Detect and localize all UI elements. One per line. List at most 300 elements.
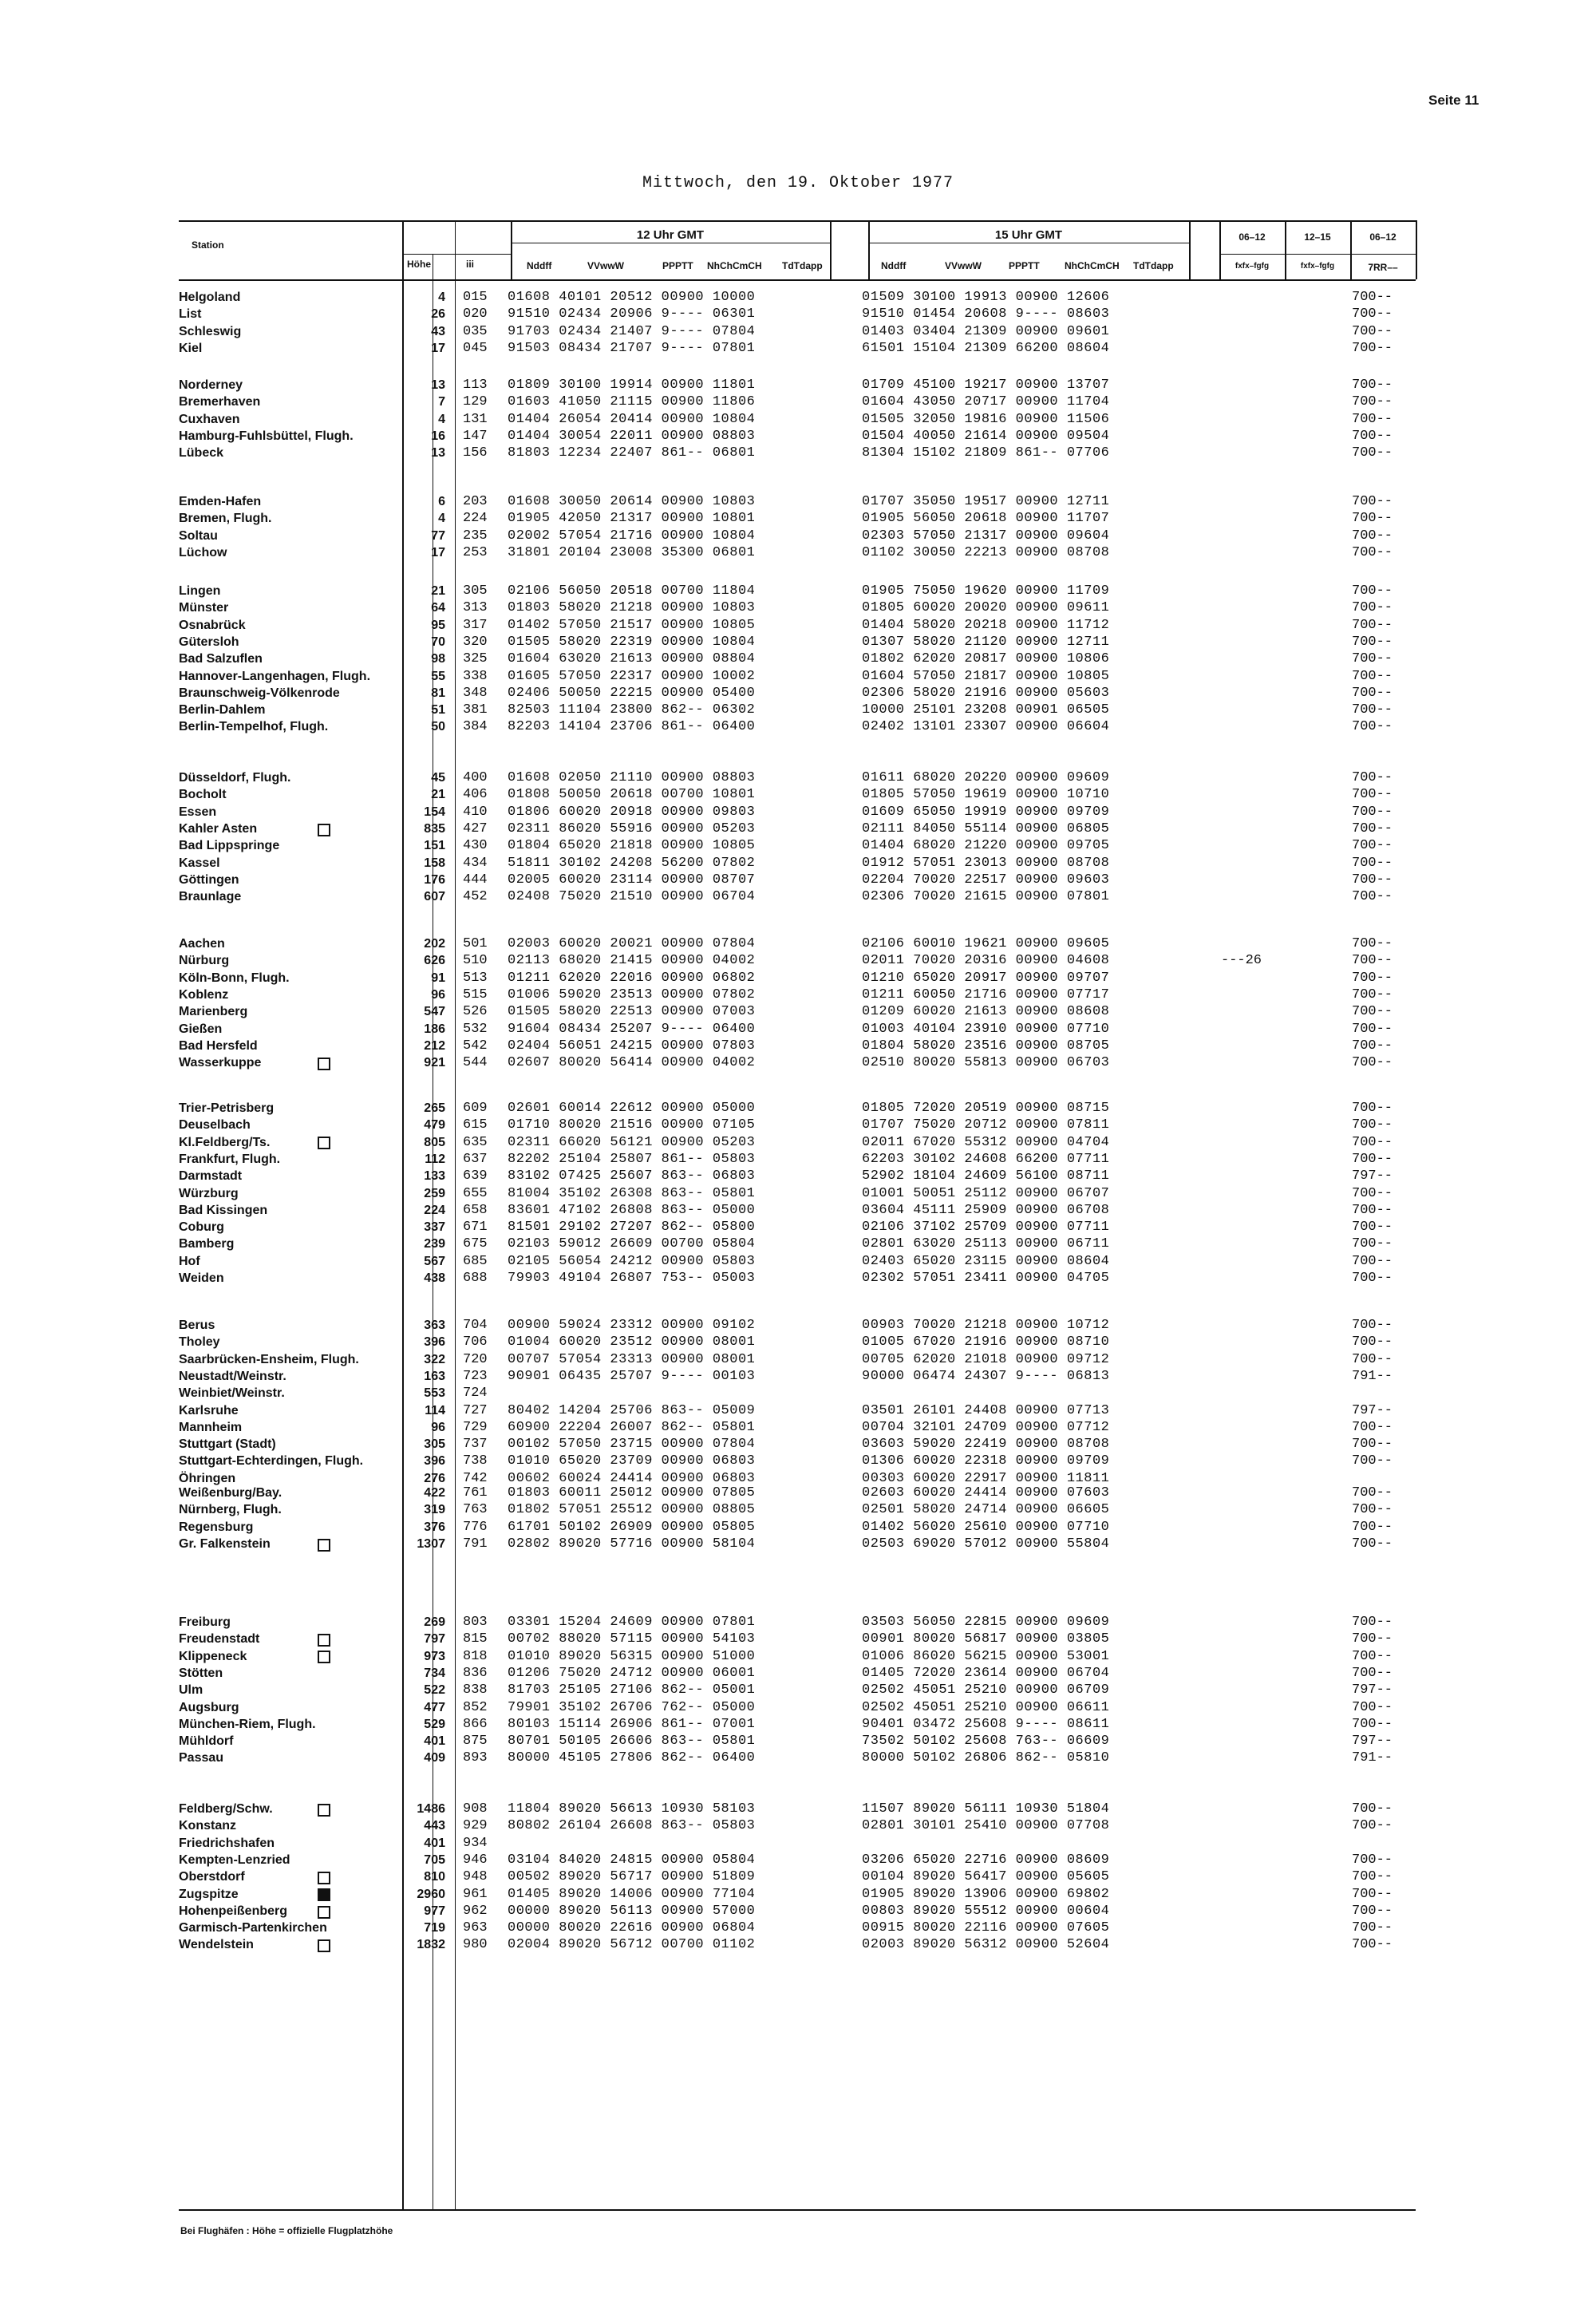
station-iii: 515 xyxy=(463,986,488,1002)
station-name: Hannover-Langenhagen, Flugh. xyxy=(179,669,371,683)
station-iii: 866 xyxy=(463,1716,488,1732)
station-iii: 444 xyxy=(463,872,488,888)
obs-15-gmt: 02302 57051 23411 00900 04705 xyxy=(862,1271,1110,1286)
station-hoehe: 409 xyxy=(424,1751,445,1765)
station-name: Karlsruhe xyxy=(179,1403,239,1417)
station-iii: 893 xyxy=(463,1750,488,1766)
obs-15-gmt: 00915 80020 22116 00900 07605 xyxy=(862,1920,1110,1936)
station-iii: 723 xyxy=(463,1368,488,1384)
rain-06-12: 700-- xyxy=(1352,1271,1393,1286)
station-iii: 729 xyxy=(463,1419,488,1435)
station-hoehe: 17 xyxy=(431,341,445,355)
obs-12-gmt: 02311 86020 55916 00900 05203 xyxy=(508,820,756,836)
obs-12-gmt: 02005 60020 23114 00900 08707 xyxy=(508,872,756,888)
station-iii: 305 xyxy=(463,583,488,599)
station-hoehe: 1832 xyxy=(417,1938,445,1952)
station-hoehe: 239 xyxy=(424,1237,445,1251)
obs-15-gmt: 02603 60020 24414 00900 07603 xyxy=(862,1485,1110,1500)
station-hoehe: 96 xyxy=(431,1420,445,1434)
gust-06-12: ---26 xyxy=(1221,953,1262,969)
station-iii: 113 xyxy=(463,378,488,393)
station-iii: 381 xyxy=(463,702,488,718)
station-iii: 763 xyxy=(463,1502,488,1518)
obs-15-gmt: 02106 37102 25709 00900 07711 xyxy=(862,1220,1110,1236)
station-name: Lingen xyxy=(179,584,221,598)
station-iii: 609 xyxy=(463,1101,488,1116)
obs-12-gmt: 02802 89020 57716 00900 58104 xyxy=(508,1536,756,1552)
obs-12-gmt: 03301 15204 24609 00900 07801 xyxy=(508,1615,756,1630)
header-hoehe: Höhe xyxy=(407,259,431,270)
obs-15-gmt: 00104 89020 56417 00900 05605 xyxy=(862,1869,1110,1885)
station-iii: 131 xyxy=(463,411,488,427)
obs-15-gmt: 02011 70020 20316 00900 04608 xyxy=(862,953,1110,969)
station-name: Hof xyxy=(179,1254,200,1268)
station-hoehe: 259 xyxy=(424,1186,445,1200)
station-hoehe: 805 xyxy=(424,1135,445,1149)
rain-06-12: 700-- xyxy=(1352,970,1393,986)
station-name: Weißenburg/Bay. xyxy=(179,1486,282,1500)
obs-15-gmt: 02502 45051 25210 00900 06611 xyxy=(862,1699,1110,1715)
station-name: Frankfurt, Flugh. xyxy=(179,1152,281,1166)
obs-12-gmt: 01004 60020 23512 00900 08001 xyxy=(508,1334,756,1350)
station-hoehe: 133 xyxy=(424,1169,445,1184)
station-name: Kahler Asten xyxy=(179,821,258,836)
obs-15-gmt: 01006 86020 56215 00900 53001 xyxy=(862,1648,1110,1664)
period-subrule xyxy=(1219,254,1416,255)
station-hoehe: 269 xyxy=(424,1615,445,1629)
obs-12-gmt: 01802 57051 25512 00900 08805 xyxy=(508,1502,756,1518)
station-iii: 156 xyxy=(463,445,488,461)
station-iii: 962 xyxy=(463,1903,488,1919)
rain-06-12: 700-- xyxy=(1352,290,1393,305)
obs-12-gmt: 01803 58020 21218 00900 10803 xyxy=(508,600,756,616)
obs-12-gmt: 01010 89020 56315 00900 51000 xyxy=(508,1648,756,1664)
station-name: Friedrichshafen xyxy=(179,1836,275,1850)
station-name: Wendelstein xyxy=(179,1938,254,1952)
obs-12-gmt: 81501 29102 27207 862-- 05800 xyxy=(508,1220,756,1236)
station-name: Gütersloh xyxy=(179,635,239,649)
station-name: Münster xyxy=(179,601,229,615)
square-icon xyxy=(318,1906,330,1919)
rain-06-12: 700-- xyxy=(1352,953,1393,969)
station-hoehe: 719 xyxy=(424,1921,445,1935)
obs-15-gmt: 01611 68020 20220 00900 09609 xyxy=(862,770,1110,785)
obs-15-gmt: 03206 65020 22716 00900 08609 xyxy=(862,1852,1110,1868)
obs-15-gmt: 81304 15102 21809 861-- 07706 xyxy=(862,445,1110,461)
obs-15-gmt: 02502 45051 25210 00900 06709 xyxy=(862,1682,1110,1698)
obs-15-gmt: 01905 56050 20618 00900 11707 xyxy=(862,511,1110,527)
obs-15-gmt: 02306 58020 21916 00900 05603 xyxy=(862,685,1110,701)
rain-06-12: 700-- xyxy=(1352,617,1393,633)
station-hoehe: 401 xyxy=(424,1836,445,1850)
rain-06-12: 700-- xyxy=(1352,528,1393,544)
station-iii: 526 xyxy=(463,1004,488,1020)
obs-15-gmt: 01005 67020 21916 00900 08710 xyxy=(862,1334,1110,1350)
rain-06-12: 700-- xyxy=(1352,1151,1393,1167)
obs-12-gmt: 02404 56051 24215 00900 07803 xyxy=(508,1038,756,1054)
station-hoehe: 319 xyxy=(424,1503,445,1517)
station-iii: 803 xyxy=(463,1615,488,1630)
rain-06-12: 700-- xyxy=(1352,394,1393,410)
header-ff-2: fxfx–fgfg xyxy=(1300,262,1335,271)
obs-12-gmt: 01010 65020 23709 00900 06803 xyxy=(508,1453,756,1469)
station-hoehe: 705 xyxy=(424,1852,445,1867)
rain-06-12: 700-- xyxy=(1352,583,1393,599)
col-divider-15-right xyxy=(1189,220,1191,279)
station-iii: 776 xyxy=(463,1519,488,1535)
station-name: Zugspitze xyxy=(179,1887,239,1901)
obs-12-gmt: 01804 65020 21818 00900 10805 xyxy=(508,838,756,854)
station-name: List xyxy=(179,307,202,322)
obs-15-gmt: 01509 30100 19913 00900 12606 xyxy=(862,290,1110,305)
station-name: Saarbrücken-Ensheim, Flugh. xyxy=(179,1352,359,1366)
station-name: Hohenpeißenberg xyxy=(179,1904,288,1918)
station-name: Ulm xyxy=(179,1683,203,1698)
obs-12-gmt: 01505 58020 22319 00900 10804 xyxy=(508,634,756,650)
rain-06-12: 700-- xyxy=(1352,1818,1393,1834)
obs-15-gmt: 02011 67020 55312 00900 04704 xyxy=(862,1134,1110,1150)
station-hoehe: 921 xyxy=(424,1056,445,1070)
station-name: Trier-Petrisberg xyxy=(179,1101,275,1115)
station-marker-box xyxy=(318,1905,330,1920)
obs-15-gmt: 01402 56020 25610 00900 07710 xyxy=(862,1519,1110,1535)
station-hoehe: 477 xyxy=(424,1700,445,1714)
station-hoehe: 13 xyxy=(431,446,445,461)
obs-15-gmt: 01211 60050 21716 00900 07717 xyxy=(862,986,1110,1002)
rain-06-12: 797-- xyxy=(1352,1734,1393,1750)
obs-12-gmt: 01608 40101 20512 00900 10000 xyxy=(508,290,756,305)
station-name: Coburg xyxy=(179,1220,224,1235)
station-hoehe: 1486 xyxy=(417,1802,445,1816)
station-name: Passau xyxy=(179,1751,224,1765)
obs-15-gmt: 02003 89020 56312 00900 52604 xyxy=(862,1937,1110,1953)
obs-12-gmt: 00702 88020 57115 00900 54103 xyxy=(508,1631,756,1647)
obs-12-gmt: 80701 50105 26606 863-- 05801 xyxy=(508,1734,756,1750)
station-name: München-Riem, Flugh. xyxy=(179,1717,316,1731)
station-hoehe: 50 xyxy=(431,720,445,734)
col-divider-12-right xyxy=(830,220,832,279)
station-hoehe: 6 xyxy=(438,495,445,508)
station-iii: 875 xyxy=(463,1734,488,1750)
obs-12-gmt: 01605 57050 22317 00900 10002 xyxy=(508,668,756,684)
station-iii: 348 xyxy=(463,685,488,701)
station-hoehe: 95 xyxy=(431,618,445,632)
rain-06-12: 700-- xyxy=(1352,600,1393,616)
station-hoehe: 479 xyxy=(424,1118,445,1133)
obs-12-gmt: 03104 84020 24815 00900 05804 xyxy=(508,1852,756,1868)
station-iii: 706 xyxy=(463,1334,488,1350)
station-hoehe: 224 xyxy=(424,1203,445,1217)
rain-06-12: 700-- xyxy=(1352,1536,1393,1552)
obs-15-gmt: 80000 50102 26806 862-- 05810 xyxy=(862,1750,1110,1766)
station-hoehe: 2960 xyxy=(417,1887,445,1901)
obs-12-gmt: 01404 30054 22011 00900 08803 xyxy=(508,428,756,444)
header-nddff-15: Nddff xyxy=(881,260,907,271)
station-hoehe: 7 xyxy=(438,395,445,409)
obs-15-gmt: 01001 50051 25112 00900 06707 xyxy=(862,1185,1110,1201)
obs-12-gmt: 61701 50102 26909 00900 05805 xyxy=(508,1519,756,1535)
rain-06-12: 700-- xyxy=(1352,544,1393,560)
rain-06-12: 700-- xyxy=(1352,1419,1393,1435)
obs-15-gmt: 00903 70020 21218 00900 10712 xyxy=(862,1318,1110,1333)
rain-06-12: 797-- xyxy=(1352,1402,1393,1418)
rain-06-12: 791-- xyxy=(1352,1368,1393,1384)
station-name: Kl.Feldberg/Ts. xyxy=(179,1135,271,1149)
obs-15-gmt: 01403 03404 21309 00900 09601 xyxy=(862,323,1110,339)
station-marker-box xyxy=(318,1871,330,1885)
station-iii: 961 xyxy=(463,1886,488,1902)
obs-12-gmt: 02311 66020 56121 00900 05203 xyxy=(508,1134,756,1150)
obs-15-gmt: 03501 26101 24408 00900 07713 xyxy=(862,1402,1110,1418)
obs-15-gmt: 01209 60020 21613 00900 08608 xyxy=(862,1004,1110,1020)
station-iii: 675 xyxy=(463,1236,488,1252)
rain-06-12: 700-- xyxy=(1352,651,1393,667)
station-hoehe: 96 xyxy=(431,987,445,1002)
obs-15-gmt: 00705 62020 21018 00900 09712 xyxy=(862,1351,1110,1367)
station-name: Aachen xyxy=(179,937,225,951)
station-iii: 980 xyxy=(463,1937,488,1953)
station-name: Bad Lippspringe xyxy=(179,839,280,853)
obs-15-gmt: 02403 65020 23115 00900 08604 xyxy=(862,1253,1110,1269)
station-iii: 253 xyxy=(463,544,488,560)
station-iii: 836 xyxy=(463,1665,488,1681)
station-name: Garmisch-Partenkirchen xyxy=(179,1921,327,1935)
station-hoehe: 396 xyxy=(424,1335,445,1350)
station-name: Tholey xyxy=(179,1335,220,1350)
station-marker-box xyxy=(318,1137,330,1151)
square-icon xyxy=(318,1634,330,1647)
station-name: Osnabrück xyxy=(179,618,246,632)
rain-06-12: 700-- xyxy=(1352,702,1393,718)
station-iii: 929 xyxy=(463,1818,488,1834)
station-iii: 224 xyxy=(463,511,488,527)
obs-12-gmt: 02105 56054 24212 00900 05803 xyxy=(508,1253,756,1269)
rain-06-12: 700-- xyxy=(1352,1236,1393,1252)
obs-12-gmt: 01803 60011 25012 00900 07805 xyxy=(508,1485,756,1500)
station-name: Bremen, Flugh. xyxy=(179,512,272,526)
obs-12-gmt: 79901 35102 26706 762-- 05000 xyxy=(508,1699,756,1715)
station-iii: 946 xyxy=(463,1852,488,1868)
obs-12-gmt: 01404 26054 20414 00900 10804 xyxy=(508,411,756,427)
station-iii: 671 xyxy=(463,1220,488,1236)
square-icon xyxy=(318,1804,330,1817)
station-iii: 724 xyxy=(463,1386,488,1402)
station-name: Mannheim xyxy=(179,1420,243,1434)
station-name: Essen xyxy=(179,805,217,819)
table-header-rule xyxy=(179,279,1416,281)
rain-06-12: 797-- xyxy=(1352,1682,1393,1698)
rain-06-12: 700-- xyxy=(1352,1134,1393,1150)
obs-12-gmt: 51811 30102 24208 56200 07802 xyxy=(508,855,756,871)
rain-06-12: 700-- xyxy=(1352,1021,1393,1037)
station-iii: 815 xyxy=(463,1631,488,1647)
obs-12-gmt: 01806 60020 20918 00900 09803 xyxy=(508,804,756,820)
station-name: Wasserkuppe xyxy=(179,1056,262,1070)
station-hoehe: 4 xyxy=(438,291,445,304)
station-iii: 510 xyxy=(463,953,488,969)
station-name: Göttingen xyxy=(179,872,239,887)
obs-12-gmt: 02406 50050 22215 00900 05400 xyxy=(508,685,756,701)
square-icon xyxy=(318,1137,330,1149)
obs-12-gmt: 02002 57054 21716 00900 10804 xyxy=(508,528,756,544)
station-name: Hamburg-Fuhlsbüttel, Flugh. xyxy=(179,429,354,443)
station-iii: 434 xyxy=(463,855,488,871)
station-iii: 410 xyxy=(463,804,488,820)
rain-06-12: 700-- xyxy=(1352,1253,1393,1269)
obs-12-gmt: 01211 62020 22016 00900 06802 xyxy=(508,970,756,986)
station-iii: 427 xyxy=(463,820,488,836)
station-name: Öhringen xyxy=(179,1471,236,1485)
station-hoehe: 734 xyxy=(424,1666,445,1680)
station-hoehe: 305 xyxy=(424,1437,445,1452)
rain-06-12: 700-- xyxy=(1352,1318,1393,1333)
station-name: Lübeck xyxy=(179,446,224,461)
station-hoehe: 797 xyxy=(424,1632,445,1647)
obs-15-gmt: 01709 45100 19217 00900 13707 xyxy=(862,378,1110,393)
rain-06-12: 700-- xyxy=(1352,634,1393,650)
station-hoehe: 1307 xyxy=(417,1536,445,1551)
obs-15-gmt: 01307 58020 21120 00900 12711 xyxy=(862,634,1110,650)
station-iii: 325 xyxy=(463,651,488,667)
rain-06-12: 700-- xyxy=(1352,787,1393,803)
rain-06-12: 700-- xyxy=(1352,511,1393,527)
station-name: Nürnberg, Flugh. xyxy=(179,1503,282,1517)
station-iii: 720 xyxy=(463,1351,488,1367)
obs-12-gmt: 01809 30100 19914 00900 11801 xyxy=(508,378,756,393)
header-iii: iii xyxy=(466,259,475,270)
header-vvwww-15: VVwwW xyxy=(945,260,982,271)
rain-06-12: 700-- xyxy=(1352,306,1393,322)
station-iii: 203 xyxy=(463,494,488,509)
obs-15-gmt: 11507 89020 56111 10930 51804 xyxy=(862,1801,1110,1817)
obs-12-gmt: 80000 45105 27806 862-- 06400 xyxy=(508,1750,756,1766)
obs-12-gmt: 90901 06435 25707 9---- 00103 xyxy=(508,1368,756,1384)
station-name: Norderney xyxy=(179,378,243,392)
rain-06-12: 700-- xyxy=(1352,1351,1393,1367)
station-name: Braunschweig-Völkenrode xyxy=(179,686,340,700)
station-hoehe: 567 xyxy=(424,1254,445,1268)
obs-12-gmt: 80802 26104 26608 863-- 05803 xyxy=(508,1818,756,1834)
obs-12-gmt: 79903 49104 26807 753-- 05003 xyxy=(508,1271,756,1286)
header-period-0612: 06–12 xyxy=(1238,231,1266,243)
station-hoehe: 77 xyxy=(431,528,445,543)
station-iii: 658 xyxy=(463,1202,488,1218)
obs-15-gmt: 00901 80020 56817 00900 03805 xyxy=(862,1631,1110,1647)
rain-06-12: 700-- xyxy=(1352,986,1393,1002)
obs-12-gmt: 81803 12234 22407 861-- 06801 xyxy=(508,445,756,461)
obs-15-gmt: 61501 15104 21309 66200 08604 xyxy=(862,340,1110,356)
header-gmt12: 12 Uhr GMT xyxy=(636,228,705,242)
col-divider-iii xyxy=(455,220,456,2209)
rain-06-12: 700-- xyxy=(1352,820,1393,836)
station-hoehe: 973 xyxy=(424,1649,445,1663)
header-station: Station xyxy=(192,239,224,251)
station-name: Marienberg xyxy=(179,1005,248,1019)
station-iii: 704 xyxy=(463,1318,488,1333)
station-iii: 737 xyxy=(463,1437,488,1453)
obs-15-gmt: 01707 75020 20712 00900 07811 xyxy=(862,1117,1110,1133)
station-iii: 129 xyxy=(463,394,488,410)
header-period-1215: 12–15 xyxy=(1304,231,1331,243)
station-name: Augsburg xyxy=(179,1700,239,1714)
obs-12-gmt: 83601 47102 26808 863-- 05000 xyxy=(508,1202,756,1218)
station-hoehe: 363 xyxy=(424,1319,445,1332)
station-name: Düsseldorf, Flugh. xyxy=(179,771,291,785)
rain-06-12: 700-- xyxy=(1352,719,1393,735)
station-hoehe: 553 xyxy=(424,1386,445,1401)
obs-12-gmt: 82203 14104 23706 861-- 06400 xyxy=(508,719,756,735)
header-ppptt-15: PPPTT xyxy=(1009,260,1040,271)
obs-15-gmt: 02303 57050 21317 00900 09604 xyxy=(862,528,1110,544)
station-hoehe: 91 xyxy=(431,971,445,985)
station-name: Würzburg xyxy=(179,1186,239,1200)
obs-15-gmt: 01306 60020 22318 00900 09709 xyxy=(862,1453,1110,1469)
station-iii: 235 xyxy=(463,528,488,544)
station-hoehe: 26 xyxy=(431,307,445,322)
header-period-0612b: 06–12 xyxy=(1369,231,1396,243)
station-hoehe: 265 xyxy=(424,1101,445,1115)
header-vvwww-12: VVwwW xyxy=(587,260,625,271)
station-iii: 513 xyxy=(463,970,488,986)
hoehe-subrule xyxy=(404,254,511,255)
rain-06-12: 700-- xyxy=(1352,340,1393,356)
obs-12-gmt: 31801 20104 23008 35300 06801 xyxy=(508,544,756,560)
obs-15-gmt: 01905 75050 19620 00900 11709 xyxy=(862,583,1110,599)
obs-15-gmt: 90000 06474 24307 9---- 06813 xyxy=(862,1368,1110,1384)
obs-15-gmt: 02510 80020 55813 00900 06703 xyxy=(862,1055,1110,1071)
square-icon xyxy=(318,1872,330,1884)
obs-15-gmt: 01609 65050 19919 00900 09709 xyxy=(862,804,1110,820)
station-name: Bad Salzuflen xyxy=(179,652,263,666)
station-hoehe: 810 xyxy=(424,1870,445,1884)
rain-06-12: 700-- xyxy=(1352,1038,1393,1054)
obs-12-gmt: 11804 89020 56613 10930 58103 xyxy=(508,1801,756,1817)
station-hoehe: 158 xyxy=(424,856,445,870)
station-iii: 637 xyxy=(463,1151,488,1167)
rain-06-12: 700-- xyxy=(1352,804,1393,820)
rain-06-12: 700-- xyxy=(1352,872,1393,888)
obs-12-gmt: 01608 30050 20614 00900 10803 xyxy=(508,494,756,509)
station-iii: 615 xyxy=(463,1117,488,1133)
station-name: Gießen xyxy=(179,1022,223,1036)
station-hoehe: 401 xyxy=(424,1734,445,1749)
station-hoehe: 17 xyxy=(431,545,445,559)
obs-12-gmt: 02004 89020 56712 00700 01102 xyxy=(508,1937,756,1953)
obs-15-gmt: 90401 03472 25608 9---- 08611 xyxy=(862,1716,1110,1732)
station-iii: 761 xyxy=(463,1485,488,1500)
obs-15-gmt: 00303 60020 22917 00900 11811 xyxy=(862,1470,1110,1486)
station-name: Klippeneck xyxy=(179,1649,247,1663)
obs-12-gmt: 00707 57054 23313 00900 08001 xyxy=(508,1351,756,1367)
rain-06-12: 700-- xyxy=(1352,1485,1393,1500)
obs-15-gmt: 00704 32101 24709 00900 07712 xyxy=(862,1419,1110,1435)
obs-12-gmt: 01604 63020 21613 00900 08804 xyxy=(508,651,756,667)
station-hoehe: 202 xyxy=(424,937,445,951)
obs-15-gmt: 03503 56050 22815 00900 09609 xyxy=(862,1615,1110,1630)
station-iii: 400 xyxy=(463,770,488,785)
station-name: Deuselbach xyxy=(179,1118,251,1133)
station-marker-box xyxy=(318,823,330,837)
obs-15-gmt: 01210 65020 20917 00900 09707 xyxy=(862,970,1110,986)
rain-06-12: 700-- xyxy=(1352,1519,1393,1535)
station-name: Bad Hersfeld xyxy=(179,1038,258,1053)
rain-06-12: 700-- xyxy=(1352,1699,1393,1715)
rain-06-12: 700-- xyxy=(1352,1886,1393,1902)
station-hoehe: 186 xyxy=(424,1022,445,1036)
station-hoehe: 322 xyxy=(424,1352,445,1366)
station-iii: 313 xyxy=(463,600,488,616)
obs-15-gmt: 01805 72020 20519 00900 08715 xyxy=(862,1101,1110,1116)
